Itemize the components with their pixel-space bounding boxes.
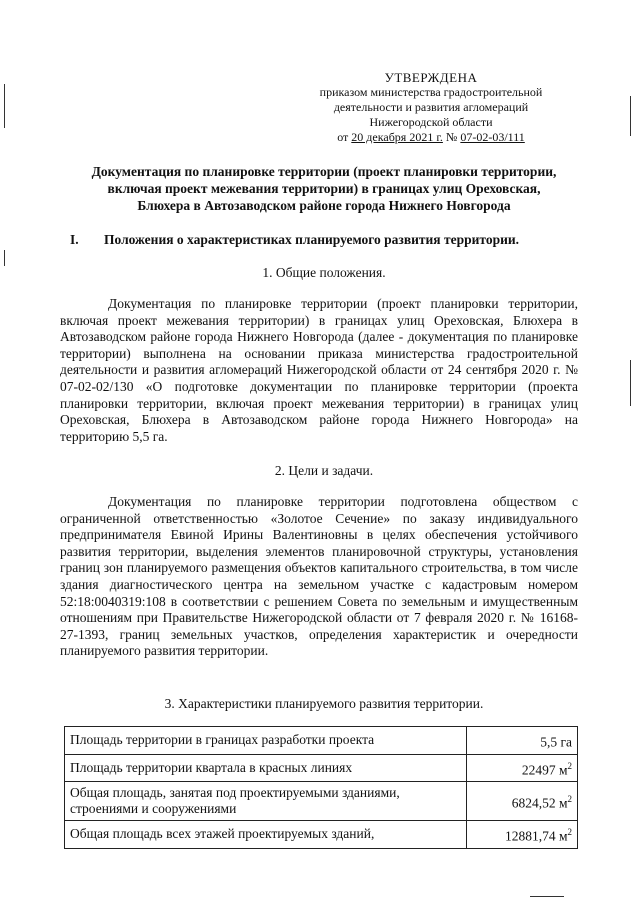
section-number: I. <box>70 232 79 247</box>
scan-mark-left <box>4 84 5 128</box>
section-heading <box>70 231 590 248</box>
value-unit-superscript: 2 <box>567 793 572 804</box>
approval-number-prefix: № <box>442 130 461 144</box>
value-text: 5,5 га <box>540 734 572 750</box>
title-line-2: включая проект межевания территории) в границах улиц Ореховская, <box>107 181 541 196</box>
subheading-general: 1. Общие положения. <box>262 265 386 280</box>
section-title: Положения о характеристиках планируемого развития территории. <box>104 232 520 247</box>
scan-mark-right <box>630 96 631 136</box>
table-cell-value <box>467 782 578 821</box>
title-line-1: Документация по планировке территории (проект планировки территории, <box>91 164 557 179</box>
document-title <box>60 163 588 214</box>
approval-heading: УТВЕРЖДЕНА <box>384 70 478 85</box>
table-row <box>65 782 578 821</box>
table-row <box>65 727 578 755</box>
table-cell-value <box>467 754 578 782</box>
title-line-3: Блюхера в Автозаводском районе города Нижнего Новгорода <box>137 198 511 213</box>
table-cell-value <box>467 821 578 849</box>
approval-line-3: Нижегородской области <box>369 115 493 129</box>
approval-line-1: приказом министерства градостроительной <box>319 85 543 99</box>
approval-number: 07-02-03/111 <box>460 130 525 144</box>
scan-mark-bottom <box>530 896 564 897</box>
value-text: 6824,52 м <box>511 795 568 811</box>
paragraph-general: Документация по планировке территории (проект планировки территории, включая проект межевания территории) в границах улиц Ореховская, Блюхера в Автозаводском районе города Нижнего Новгорода (далее - документация по планировке территории) выполнена на основании приказа министерства градостроительной деятельности и развития агломераций Нижегородской области от 24 сентября 2020 г. № 07-02-02/130 «О подготовке документации по планировке территории (проекта планировки территории, включая проект межевания территории) в границах улиц Ореховская, Блюхера в Автозаводском районе города Нижнего Новгорода» на территорию 5,5 га. <box>60 296 578 444</box>
approval-date-line <box>318 130 544 145</box>
table-row <box>65 754 578 782</box>
value-unit-superscript: 2 <box>567 827 572 837</box>
table-row <box>65 821 578 849</box>
approval-stamp <box>318 70 544 145</box>
subheading-goals: 2. Цели и задачи. <box>274 463 374 478</box>
table-cell-label: Площадь территории в границах разработки проекта <box>65 727 467 755</box>
approval-date-prefix: от <box>337 130 352 144</box>
subheading-characteristics: 3. Характеристики планируемого развития территории. <box>164 696 484 711</box>
characteristics-table <box>64 726 578 849</box>
value-text: 12881,74 м <box>504 828 568 844</box>
scan-mark-right-lower <box>630 360 631 406</box>
table-cell-label: Площадь территории квартала в красных линиях <box>65 754 467 782</box>
approval-date: 20 декабря 2021 г. <box>351 130 443 144</box>
approval-line-2: деятельности и развития агломераций <box>333 100 529 114</box>
table-cell-label: Общая площадь всех этажей проектируемых зданий, <box>65 821 467 849</box>
value-unit-superscript: 2 <box>567 760 572 771</box>
scan-mark-left-lower <box>4 250 5 266</box>
value-text: 22497 м <box>521 762 568 777</box>
table-cell-label: Общая площадь, занятая под проектируемыми зданиями, строениями и сооружениями <box>65 782 467 821</box>
paragraph-goals: Документация по планировке территории подготовлена обществом с ограниченной ответственностью «Золотое Сечение» по заказу индивидуального предпринимателя Евиной Ирины Валентиновны в целях обеспечения устойчивого развития территории, выделения элементов планировочной структуры, установления границ зон планируемого размещения объектов капитального строительства, в том числе здания диагностического центра на земельном участке с кадастровым номером 52:18:0040319:108 в соответствии с решением Совета по земельным и имущественным отношениям при Правительстве Нижегородской области от 7 февраля 2020 г. № 16168-27-1393, границ земельных участков, определения характеристик и очередности планируемого развития территории. <box>60 494 578 659</box>
table-cell-value <box>467 727 578 755</box>
